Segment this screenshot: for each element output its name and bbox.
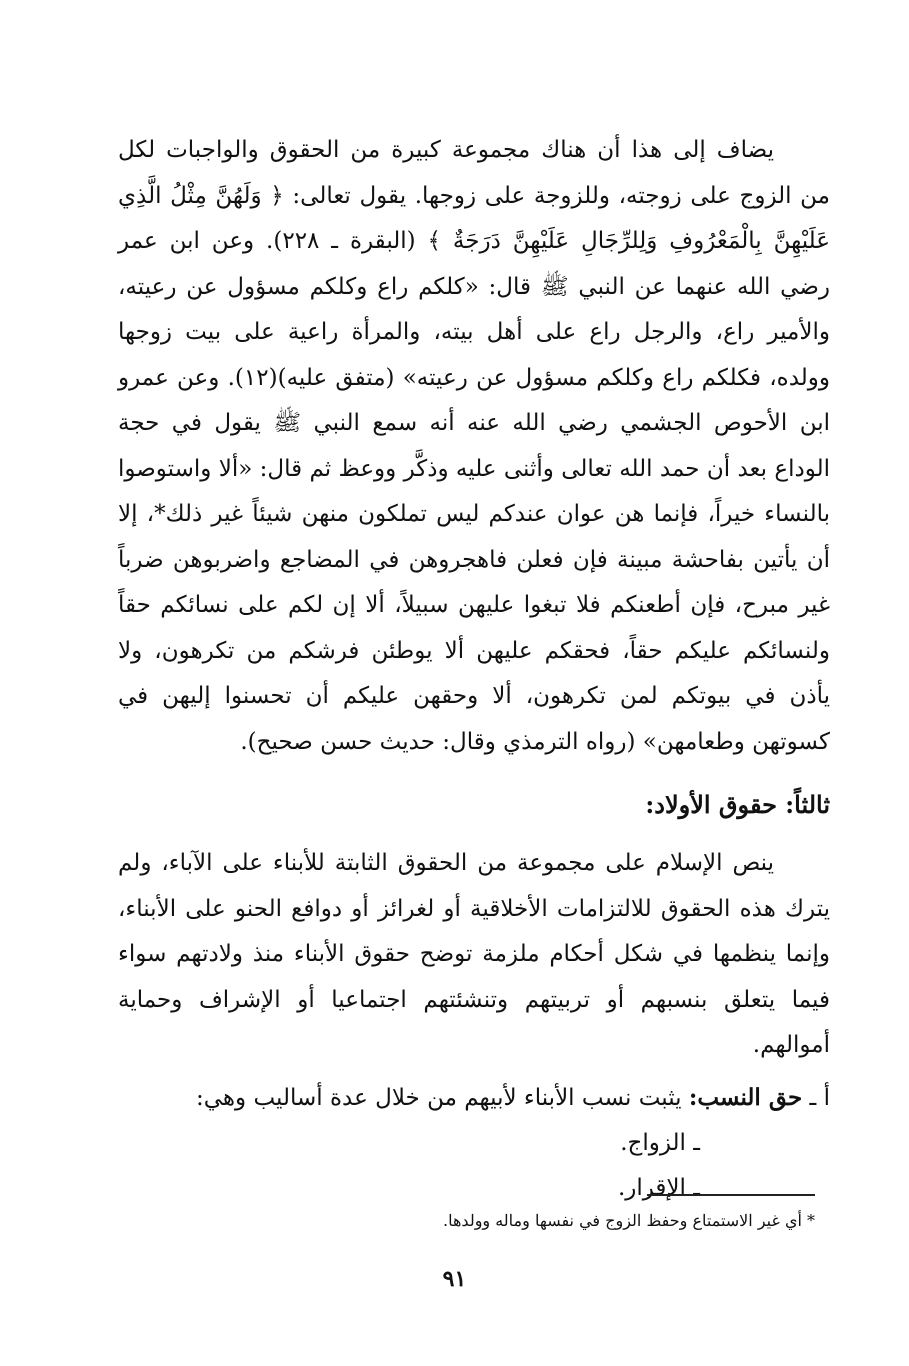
list-item-lead: حق النسب: [688,1083,803,1111]
subitem-acknowledgment: ـ الإقرار. [617,1174,700,1201]
list-marker: أ ـ [809,1084,830,1111]
footnote: * أي غير الاستمتاع وحفظ الزوج في نفسها وماله وولدها. [443,1211,815,1230]
subitem-marriage: ـ الزواج. [620,1129,700,1156]
list-item-text: يثبت نسب الأبناء لأبيهم من خلال عدة أساليب وهي: [195,1084,689,1111]
page-number: ٩١ [442,1266,467,1292]
footnote-divider [647,1194,815,1196]
paragraph-children-rights: ينص الإسلام على مجموعة من الحقوق الثابتة للأبناء على الآباء، ولم يترك هذه الحقوق للالتزامات الأخلاقية أو لغرائز أو دوافع الحنو على الأبناء، وإنما ينظمها في شكل أحكام ملزمة توضح حقوق الأبناء منذ ولادتهم سواء فيما يتعلق بنسبهم أو تربيتهم وتنشئتهم اجتماعيا أو الإشراف وحماية أموالهم. [118,850,830,1058]
paragraph-spouse-rights: يضاف إلى هذا أن هناك مجموعة كبيرة من الحقوق والواجبات لكل من الزوج على زوجته، وللزوجة على زوجها. يقول تعالى: ﴿ وَلَهُنَّ مِثْلُ الَّذِي عَلَيْهِنَّ بِالْمَعْرُوفِ وَلِلرِّجَالِ عَلَيْهِنَّ دَرَجَةٌ ﴾ (البقرة ـ ٢٢٨). وعن ابن عمر رضي الله عنهما عن النبي ﷺ قال: «كلكم راع وكلكم مسؤول عن رعيته، والأمير راع، والرجل راع على أهل بيته، والمرأة راعية على بيت زوجها وولده، فكلكم راع وكلكم مسؤول عن رعيته» (متفق عليه)(١٢). وعن عمرو ابن الأحوص الجشمي رضي الله عنه أنه سمع النبي ﷺ يقول في حجة الوداع بعد أن حمد الله تعالى وأثنى عليه وذكَّر ووعظ ثم قال: «ألا واستوصوا بالنساء خيراً، فإنما هن عوان عندكم ليس تملكون منهن شيئاً غير ذلك*، إلا أن يأتين بفاحشة مبينة فإن فعلن فاهجروهن في المضاجع واضربوهن ضرباً غير مبرح، فإن أطعنكم فلا تبغوا عليهن سبيلاً، ألا إن لكم على نسائكم حقاً ولنسائكم عليكم حقاً، فحقكم عليهن ألا يوطئن فرشكم من تكرهون، ولا يأذن في بيوتكم لمن تكرهون، ألا وحقهن عليكم أن تحسنوا إليهن في كسوتهن وطعامهن» (رواه الترمذي وقال: حديث حسن صحيح). [118,137,830,755]
section-heading-children-rights: ثالثاً: حقوق الأولاد: [645,790,830,819]
list-item-lineage [118,1075,830,1121]
page-body [118,128,830,1211]
